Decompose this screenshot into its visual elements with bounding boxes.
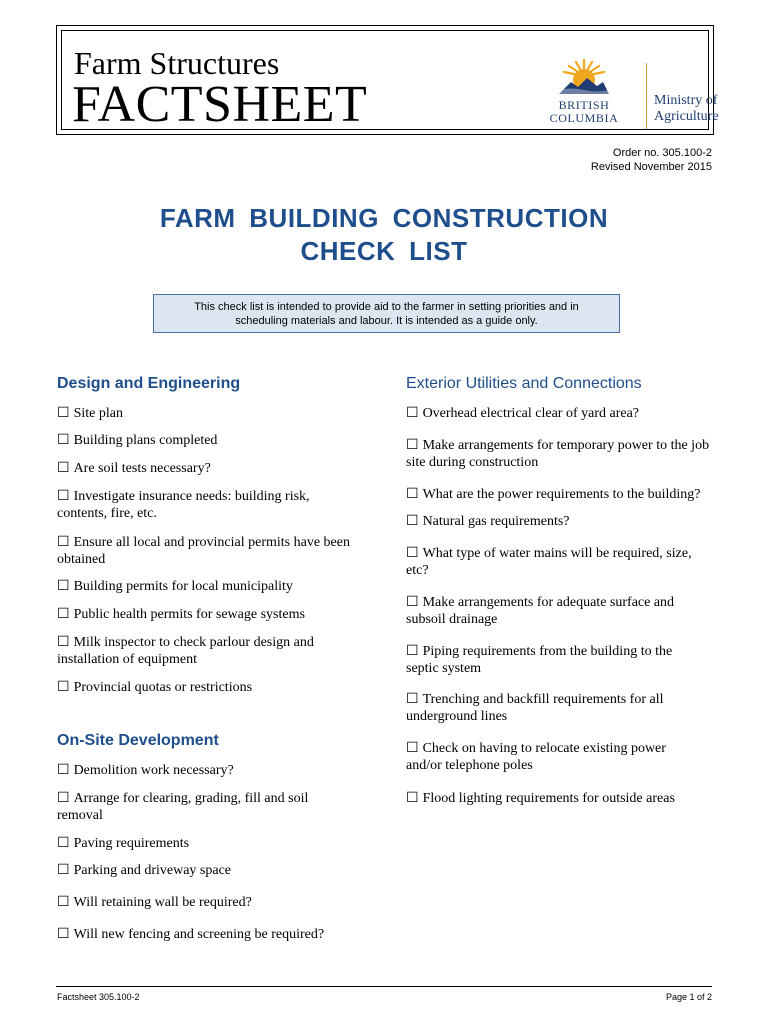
footer-factsheet-number: Factsheet 305.100-2 [57,992,140,1002]
checklist-item[interactable] [406,405,726,422]
checkbox-icon[interactable]: ☐ [57,607,70,622]
checklist-item-label: Provincial quotas or restrictions [73,680,253,695]
checklist-item[interactable] [406,545,716,579]
checkbox-icon[interactable]: ☐ [406,546,419,561]
checklist-item-label: Paving requirements [73,836,190,851]
checklist-item-label: Make arrangements for adequate surface and subsoil drainage [406,595,675,627]
intro-line1: This check list is intended to provide aid to the farmer in setting priorities and in [194,301,579,313]
checkbox-icon[interactable]: ☐ [57,535,70,550]
checklist-item-label: Investigate insurance needs: building risk, contents, fire, etc. [57,489,310,521]
checklist-item[interactable] [57,534,367,568]
checkbox-icon[interactable]: ☐ [57,680,70,695]
checkbox-icon[interactable]: ☐ [406,514,419,529]
checklist-item-label: Building plans completed [73,433,218,448]
checklist-item-label: Check on having to relocate existing power and/or telephone poles [406,741,666,773]
header-inner-frame [61,30,719,133]
checkbox-icon[interactable]: ☐ [57,927,70,942]
checkbox-icon[interactable]: ☐ [57,895,70,910]
intro-note [153,294,620,333]
ministry-name [654,93,719,125]
checklist-item-label: Will new fencing and screening be required? [73,927,325,942]
checkbox-icon[interactable]: ☐ [57,791,70,806]
checkbox-icon[interactable]: ☐ [57,635,70,650]
title-line2: CHECK LIST [300,236,468,266]
footer-page-number: Page 1 of 2 [665,992,712,1002]
checklist-item[interactable] [57,835,377,852]
checkbox-icon[interactable]: ☐ [57,461,70,476]
section-heading-onsite: On-Site Development [57,732,219,749]
checklist-item-label: Trenching and backfill requirements for all underground lines [406,692,664,724]
checklist-item[interactable] [406,740,686,774]
checklist-item[interactable] [57,679,377,696]
checklist-item[interactable] [57,762,377,779]
checklist-item[interactable] [406,643,696,677]
revised-date: Revised November 2015 [590,161,712,173]
checklist-item-label: Arrange for clearing, grading, fill and soil removal [57,791,309,823]
checklist-item-label: Public health permits for sewage systems [73,607,305,622]
checklist-item-label: Ensure all local and provincial permits have been obtained [57,535,350,567]
order-info [591,146,712,174]
checkbox-icon[interactable]: ☐ [57,763,70,778]
checkbox-icon[interactable]: ☐ [57,489,70,504]
bc-logo-wordmark [534,99,634,125]
checklist-item-label: What are the power requirements to the building? [422,487,701,502]
checklist-item-label: Are soil tests necessary? [73,461,211,476]
checklist-item[interactable] [57,926,377,943]
checkbox-icon[interactable]: ☐ [406,487,419,502]
checkbox-icon[interactable]: ☐ [406,406,419,421]
checklist-item[interactable] [57,578,377,595]
checkbox-icon[interactable]: ☐ [57,433,70,448]
section-heading-design: Design and Engineering [57,375,241,392]
title-line1: FARM BUILDING CONSTRUCTION [159,203,609,233]
document-title [0,202,768,268]
checklist-item-label: Overhead electrical clear of yard area? [422,406,640,421]
checkbox-icon[interactable]: ☐ [57,836,70,851]
checklist-item[interactable] [57,432,377,449]
section-heading-exterior: Exterior Utilities and Connections [406,375,642,392]
checklist-item[interactable] [57,460,377,477]
checklist-item-label: Building permits for local municipality [73,579,293,594]
bc-logo-line2: COLUMBIA [549,111,619,125]
checklist-item[interactable] [406,513,726,530]
checklist-item[interactable] [406,691,686,725]
checklist-item-label: Milk inspector to check parlour design and installation of equipment [57,635,314,667]
checkbox-icon[interactable]: ☐ [406,438,419,453]
checklist-item-label: Site plan [73,406,123,421]
bc-logo-line1: BRITISH [558,98,610,112]
checklist-item[interactable] [57,606,377,623]
checklist-item[interactable] [57,634,337,668]
checkbox-icon[interactable]: ☐ [406,644,419,659]
checklist-item[interactable] [57,862,377,879]
order-number: Order no. 305.100-2 [612,147,712,159]
checklist-item-label: Parking and driveway space [73,863,232,878]
intro-line2: scheduling materials and labour. It is intended as a guide only. [235,315,538,327]
checklist-item-label: Natural gas requirements? [422,514,570,529]
bc-sun-logo-icon [557,58,611,94]
header-banner [56,25,719,135]
checkbox-icon[interactable]: ☐ [57,863,70,878]
checklist-item-label: Will retaining wall be required? [73,895,252,910]
checkbox-icon[interactable]: ☐ [406,595,419,610]
checklist-item[interactable] [406,486,726,503]
checklist-item-label: Piping requirements from the building to the septic system [406,644,673,676]
checklist-item-label: What type of water mains will be required, size, etc? [406,546,692,578]
checkbox-icon[interactable]: ☐ [57,406,70,421]
logo-divider [646,63,647,129]
header-title: FACTSHEET [72,76,368,133]
ministry-line1: Ministry of [654,93,718,108]
checkbox-icon[interactable]: ☐ [57,579,70,594]
checklist-item-label: Demolition work necessary? [73,763,234,778]
checkbox-icon[interactable]: ☐ [406,692,419,707]
checkbox-icon[interactable]: ☐ [406,741,419,756]
header-subtitle: Farm Structures [74,45,280,81]
checklist-item[interactable] [406,790,726,807]
checklist-item[interactable] [406,437,711,471]
checklist-item[interactable] [57,488,337,522]
checklist-item[interactable] [57,790,332,824]
checklist-item[interactable] [57,894,377,911]
checklist-item-label: Flood lighting requirements for outside areas [422,791,675,806]
checklist-item-label: Make arrangements for temporary power to the job site during construction [406,438,710,470]
checklist-item[interactable] [406,594,696,628]
checklist-item[interactable] [57,405,377,422]
checkbox-icon[interactable]: ☐ [406,791,419,806]
ministry-line2: Agriculture [654,109,719,124]
footer-divider [56,986,712,987]
